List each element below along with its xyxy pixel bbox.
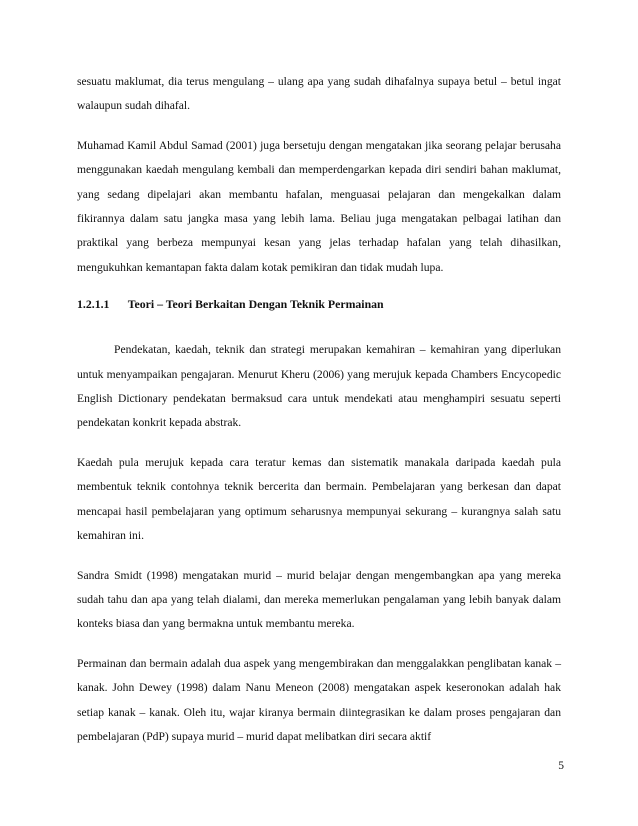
paragraph-sandra-smidt: Sandra Smidt (1998) mengatakan murid – murid belajar dengan mengembangkan apa yang mereka sudah tahu dan apa yang telah dialami, dan mereka memerlukan pengalaman yang lebih banyak dalam konteks biasa dan yang bermakna untuk membantu mereka. [77,568,561,631]
section-heading [77,295,561,313]
page-number: 5 [558,760,564,772]
section-title: Teori – Teori Berkaitan Dengan Teknik Permainan [127,297,384,312]
paragraph-pendekatan: Pendekatan, kaedah, teknik dan strategi merupakan kemahiran – kemahiran yang diperlukan untuk menyampaikan pengajaran. Menurut Kheru (2006) yang merujuk kepada Chambers Encycopedic English Dictionary pendekatan bermaksud cara untuk mendekati atau menghampiri sesuatu seperti pendekatan konkrit kepada abstrak. [77,343,561,430]
paragraph-kaedah: Kaedah pula merujuk kepada cara teratur kemas dan sistematik manakala daripada kaedah pula membentuk teknik contohnya teknik bercerita dan bermain. Pembelajaran yang berkesan dan dapat mencapai hasil pembelajaran yang optimum seharusnya mempunyai sekurang – kurangnya salah satu kemahiran ini. [77,455,561,543]
section-number: 1.2.1.1 [77,297,110,312]
paragraph-permainan: Permainan dan bermain adalah dua aspek yang mengembirakan dan menggalakkan penglibatan kanak – kanak. John Dewey (1998) dalam Nanu Meneon (2008) mengatakan aspek keseronokan adalah hak setiap kanak – kanak. Oleh itu, wajar kiranya bermain diintegrasikan ke dalam proses pengajaran dan pembelajaran (PdP) supaya murid – murid dapat melibatkan diri secara aktif [77,656,561,743]
paragraph-continuation: sesuatu maklumat, dia terus mengulang – ulang apa yang sudah dihafalnya supaya betul – betul ingat walaupun sudah dihafal. [77,75,561,113]
paragraph-muhamad-kamil: Muhamad Kamil Abdul Samad (2001) juga bersetuju dengan mengatakan jika seorang pelajar berusaha menggunakan kaedah mengulang kembali dan memperdengarkan kepada diri sendiri bahan maklumat, yang sedang dipelajari akan membantu hafalan, menguasai pelajaran dan mengekalkan dalam fikirannya dalam satu jangka masa yang lebih lama. Beliau juga mengatakan pelbagai latihan dan praktikal yang berbeza mempunyai kesan yang jelas terhadap hafalan yang telah dihasilkan, mengukuhkan kemantapan fakta dalam kotak pemikiran dan tidak mudah lupa. [77,138,561,274]
page-content [77,70,561,749]
